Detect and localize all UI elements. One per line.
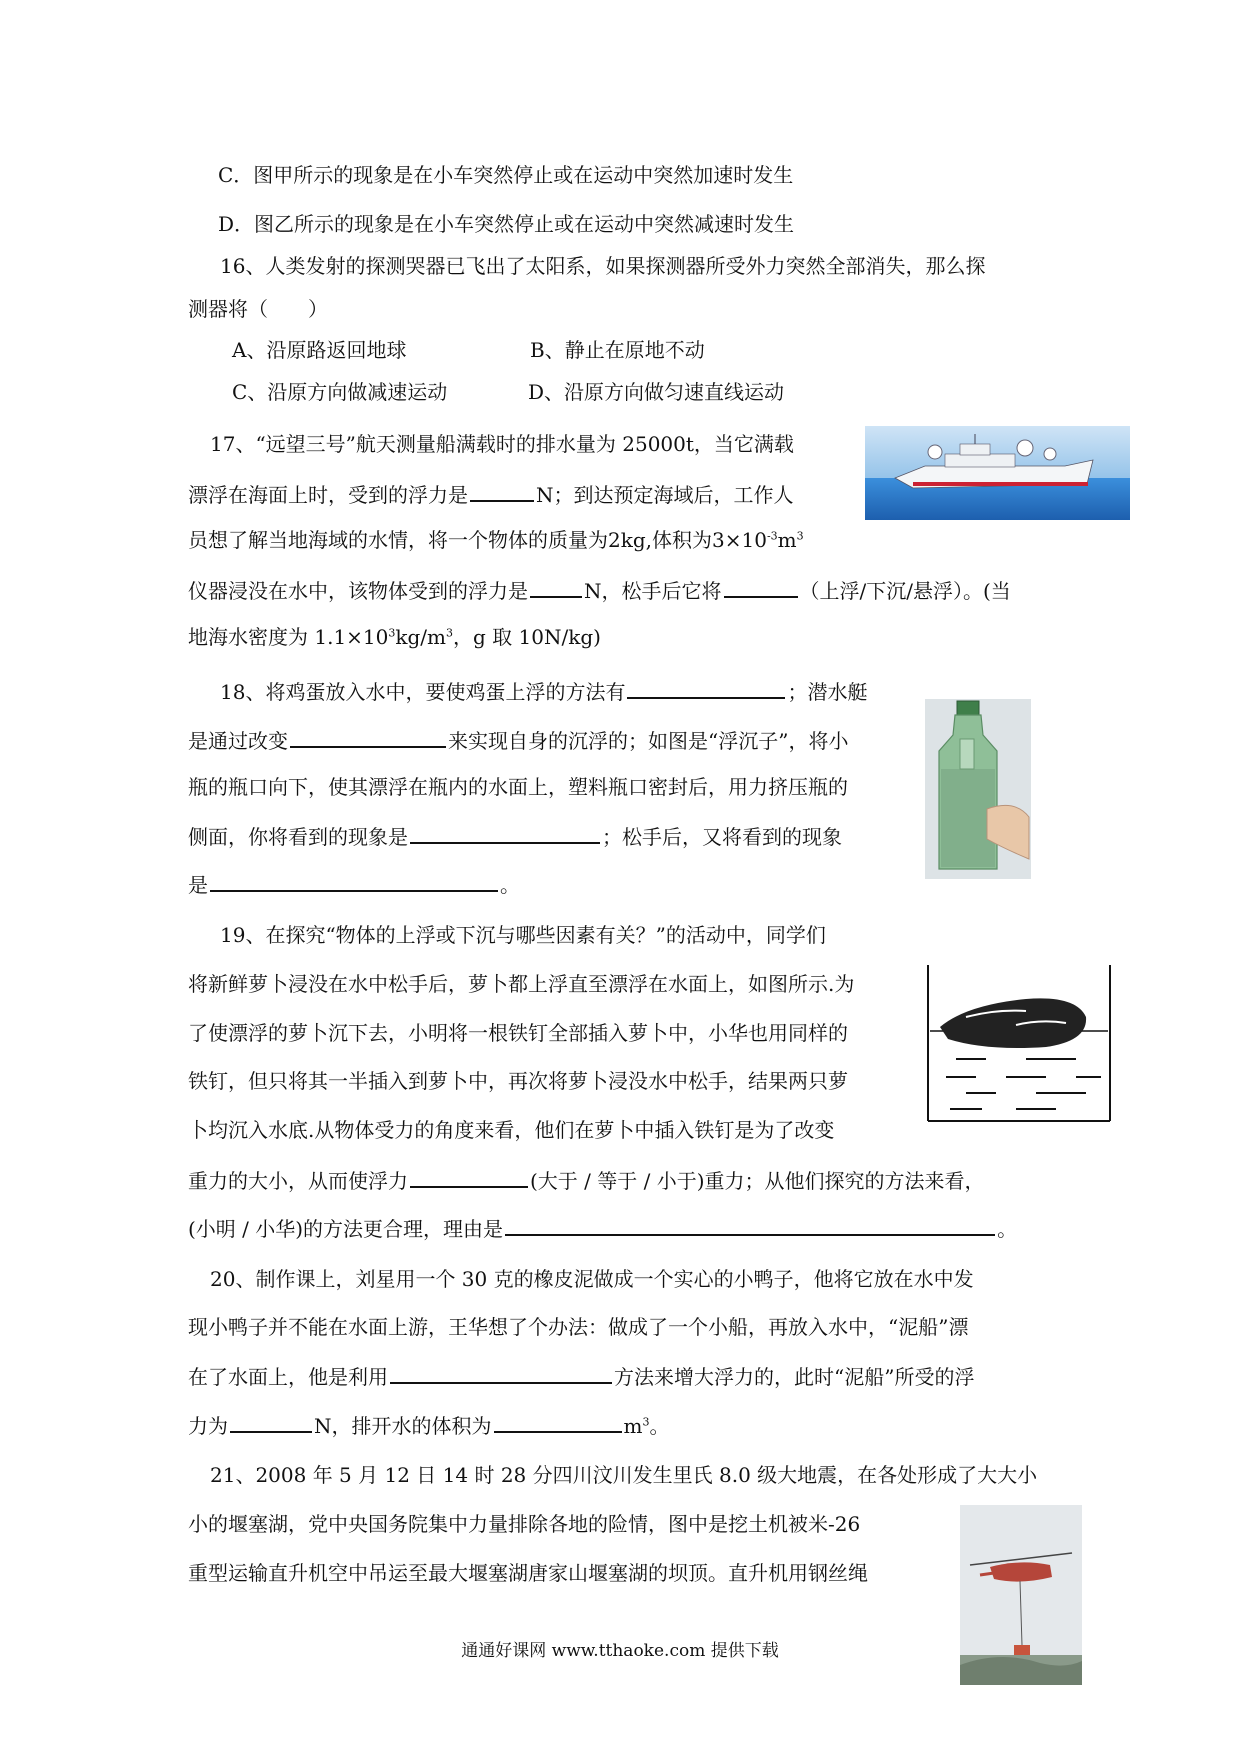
q17-line2-text-b: N；到达预定海域后，工作人 <box>536 483 794 507</box>
q15-option-d: D．图乙所示的现象是在小车突然停止或在运动中突然减速时发生 <box>218 212 795 236</box>
q18-line5-text-b: 。 <box>500 873 520 897</box>
q17-density-unit-exponent: 3 <box>446 626 453 640</box>
q16-stem-line2: 测器将（ ） <box>188 297 328 321</box>
q19-line4: 铁钉，但只将其一半插入到萝卜中，再次将萝卜浸没水中松手，结果两只萝 <box>188 1069 848 1093</box>
q19-line2: 将新鲜萝卜浸没在水中松手后，萝卜都上浮直至漂浮在水面上，如图所示.为 <box>188 972 855 996</box>
q19-line6 <box>188 1166 985 1194</box>
q18-line4-text-a: 侧面，你将看到的现象是 <box>188 825 408 849</box>
q17-density-exponent: 3 <box>388 626 396 640</box>
q20-line4-text-b: N，排开水的体积为 <box>314 1414 492 1438</box>
q20-blank-volume[interactable] <box>494 1411 622 1433</box>
q16-option-c: C、沿原方向做减速运动 <box>232 380 448 404</box>
q17-line5-text-c: ，g 取 10N/kg) <box>453 625 601 649</box>
q20-blank-method[interactable] <box>390 1362 612 1384</box>
q18-blank-change[interactable] <box>290 726 446 748</box>
q18-line2-text-b: 来实现自身的沉浮的；如图是“浮沉子”，将小 <box>448 729 849 753</box>
q20-line4-text-d: 。 <box>649 1414 670 1438</box>
q17-exponent: -3 <box>766 529 778 543</box>
q21-line3: 重型运输直升机空中吊运至最大堰塞湖唐家山堰塞湖的坝顶。直升机用钢丝绳 <box>188 1561 868 1585</box>
bottle-image <box>925 699 1031 879</box>
q18-line2-text-a: 是通过改变 <box>188 729 288 753</box>
q18-line1-text-a: 18、将鸡蛋放入水中，要使鸡蛋上浮的方法有 <box>220 680 626 704</box>
q20-blank-force[interactable] <box>230 1411 312 1433</box>
q18-line3: 瓶的瓶口向下，使其漂浮在瓶内的水面上，塑料瓶口密封后，用力挤压瓶的 <box>188 775 848 799</box>
q19-line5: 卜均沉入水底.从物体受力的角度来看，他们在萝卜中插入铁钉是为了改变 <box>188 1118 835 1142</box>
q18-blank-method[interactable] <box>627 677 785 699</box>
q17-blank-state[interactable] <box>724 576 798 598</box>
q18-line4 <box>188 822 842 850</box>
q20-line3-text-b: 方法来增大浮力的，此时“泥船”所受的浮 <box>614 1365 975 1389</box>
radish-in-water-figure <box>926 955 1112 1123</box>
q16-option-b: B、静止在原地不动 <box>530 338 705 362</box>
q16-option-d: D、沿原方向做匀速直线运动 <box>528 380 785 404</box>
q17-line2-text-a: 漂浮在海面上时，受到的浮力是 <box>188 483 468 507</box>
q18-line2 <box>188 726 848 754</box>
q19-blank-reason[interactable] <box>505 1214 995 1236</box>
q20-line1: 20、制作课上，刘星用一个 30 克的橡皮泥做成一个实心的小鸭子，他将它放在水中发 <box>210 1267 974 1291</box>
q17-line4-text-a: 仪器浸没在水中，该物体受到的浮力是 <box>188 579 528 603</box>
q17-line5-text-b: kg/m <box>395 625 446 649</box>
q17-line5-text-a: 地海水密度为 1.1×10 <box>188 625 389 649</box>
q15-option-c: C．图甲所示的现象是在小车突然停止或在运动中突然加速时发生 <box>218 163 794 187</box>
q17-line5 <box>188 624 601 650</box>
q18-line1-text-b: ；潜水艇 <box>787 680 868 704</box>
q18-line5-text-a: 是 <box>188 873 208 897</box>
q18-line4-text-b: ；松手后，又将看到的现象 <box>602 825 842 849</box>
q17-line4-text-b: N，松手后它将 <box>584 579 722 603</box>
q16-option-a: A、沿原路返回地球 <box>232 338 407 362</box>
q21-line1: 21、2008 年 5 月 12 日 14 时 28 分四川汶川发生里氏 8.0 级大地震，在各处形成了大大小 <box>210 1463 1038 1487</box>
q20-volume-exponent: 3 <box>642 1415 650 1429</box>
q19-line7 <box>188 1214 1017 1242</box>
q18-blank-after-release[interactable] <box>210 870 498 892</box>
q17-line4 <box>188 576 1011 604</box>
q20-line4-text-a: 力为 <box>188 1414 228 1438</box>
q17-line3 <box>188 527 804 553</box>
q17-line1: 17、“远望三号”航天测量船满载时的排水量为 25000t，当它满载 <box>210 432 794 456</box>
q19-line3: 了使漂浮的萝卜沉下去，小明将一根铁钉全部插入萝卜中，小华也用同样的 <box>188 1021 848 1045</box>
q16-stem-line1: 16、人类发射的探测哭器已飞出了太阳系，如果探测器所受外力突然全部消失，那么探 <box>220 254 986 278</box>
q17-unit: m <box>777 528 797 552</box>
q17-line2 <box>188 480 794 508</box>
ship-image <box>865 426 1130 520</box>
q19-line1: 19、在探究“物体的上浮或下沉与哪些因素有关？”的活动中，同学们 <box>220 923 826 947</box>
q17-blank-force[interactable] <box>530 576 582 598</box>
q17-line4-text-c: （上浮/下沉/悬浮）。(当 <box>799 579 1011 603</box>
q17-unit-exponent: 3 <box>796 529 804 543</box>
q19-line7-text-a: (小明 / 小华)的方法更合理，理由是 <box>188 1217 504 1241</box>
q18-line1 <box>220 677 867 705</box>
q20-line3 <box>188 1362 974 1390</box>
q21-line2: 小的堰塞湖，党中央国务院集中力量排除各地的险情，图中是挖土机被米-26 <box>188 1512 861 1536</box>
q17-line3-text: 员想了解当地海域的水情，将一个物体的质量为2kg,体积为3×10 <box>188 528 767 552</box>
q20-line3-text-a: 在了水面上，他是利用 <box>188 1365 388 1389</box>
q18-line5 <box>188 870 520 898</box>
q19-line7-text-b: 。 <box>997 1217 1018 1241</box>
q18-blank-phenomenon[interactable] <box>410 822 600 844</box>
q20-line2: 现小鸭子并不能在水面上游，王华想了个办法：做成了一个小船，再放入水中，“泥船”漂 <box>188 1315 969 1339</box>
q17-blank-buoyancy[interactable] <box>470 480 534 502</box>
footer-source: 通通好课网 www.tthaoke.com 提供下载 <box>461 1641 779 1661</box>
q20-line4-text-c: m <box>623 1414 643 1438</box>
q19-line6-text-b: (大于 / 等于 / 小于)重力；从他们探究的方法来看， <box>530 1169 985 1193</box>
q20-line4 <box>188 1411 669 1439</box>
q19-line6-text-a: 重力的大小，从而使浮力 <box>188 1169 408 1193</box>
q19-blank-compare[interactable] <box>410 1166 528 1188</box>
